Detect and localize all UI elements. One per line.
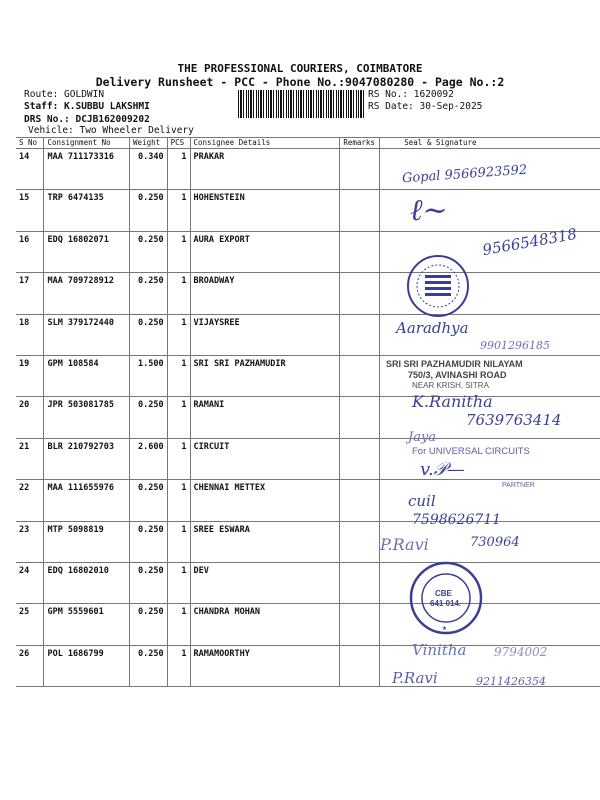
vehicle: Vehicle: Two Wheeler Delivery [28,125,194,136]
consignee-cell: CHENNAI METTEX [190,480,340,521]
barcode [238,90,366,118]
pazhamudir-stamp-line2: 750/3, AVINASHI ROAD [408,370,507,380]
sno-cell: 17 [16,273,44,314]
remarks-cell [340,273,380,314]
consignment-cell: POL 1686799 [44,645,130,686]
sno-cell: 14 [16,149,44,190]
pcs-cell: 1 [167,314,190,355]
pcs-cell: 1 [167,149,190,190]
col-sno: S No [16,138,44,149]
signature-18: Aaradhya [396,319,469,337]
consignee-cell: PRAKAR [190,149,340,190]
table-header [16,138,600,149]
remarks-cell [340,645,380,686]
weight-cell: 0.250 [130,231,168,272]
signature-20: K.Ranitha [412,392,493,411]
remarks-cell [340,521,380,562]
sno-cell: 15 [16,190,44,231]
signature-16-number: 9566548318 [481,224,579,260]
pazhamudir-stamp-line3: NEAR KRISH, SITRA [412,381,489,390]
remarks-cell [340,149,380,190]
runsheet-subtitle: Delivery Runsheet - PCC - Phone No.:9047080280 - Page No.:2 [95,75,505,89]
broadway-seal-icon [398,254,478,318]
weight-cell: 0.250 [130,397,168,438]
remarks-cell [340,480,380,521]
sno-cell: 26 [16,645,44,686]
consignment-cell: MAA 709728912 [44,273,130,314]
pazhamudir-stamp-line1: SRI SRI PAZHAMUDIR NILAYAM [386,359,523,369]
signature-21-scribble: v.𝒫— [420,459,465,480]
pcs-cell: 1 [167,355,190,396]
pcs-cell: 1 [167,521,190,562]
pcs-cell: 1 [167,397,190,438]
pcs-cell: 1 [167,438,190,479]
col-consignee: Consignee Details [190,138,340,149]
table-row [16,438,600,479]
signature-22-number: 7598626711 [412,512,502,528]
remarks-cell [340,355,380,396]
signature-22: cuil [408,492,436,510]
signature-14: Gopal 9566923592 [401,162,528,187]
consignee-cell: AURA EXPORT [190,231,340,272]
remarks-cell [340,190,380,231]
pcs-cell: 1 [167,231,190,272]
consignee-cell: VIJAYSREE [190,314,340,355]
consignee-cell: DEV [190,562,340,603]
staff: Staff: K.SUBBU LAKSHMI [24,101,150,112]
remarks-cell [340,562,380,603]
weight-cell: 0.250 [130,314,168,355]
company-title: THE PROFESSIONAL COURIERS, COIMBATORE [177,62,423,75]
rs-number: RS No.: 1620092 [368,89,454,100]
signature-15-scribble: ℓ~ [410,193,448,228]
col-signature: Seal & Signature [380,138,600,149]
table-row [16,273,600,314]
consignee-cell: RAMAMOORTHY [190,645,340,686]
pcs-cell: 1 [167,604,190,645]
pcs-cell: 1 [167,273,190,314]
consignee-cell: SRI SRI PAZHAMUDIR [190,355,340,396]
drs-number: DRS No.: DCJB162009202 [24,114,150,125]
consignee-cell: SREE ESWARA [190,521,340,562]
sno-cell: 24 [16,562,44,603]
weight-cell: 0.250 [130,273,168,314]
dev-automation-seal-icon [408,560,484,636]
consignee-cell: BROADWAY [190,273,340,314]
sno-cell: 19 [16,355,44,396]
col-pcs: PCS [167,138,190,149]
remarks-cell [340,397,380,438]
pcs-cell: 1 [167,645,190,686]
weight-cell: 0.250 [130,521,168,562]
pcs-cell: 1 [167,562,190,603]
consignment-cell: EDQ 16802010 [44,562,130,603]
signature-26: P.Ravi [392,669,438,687]
col-consignment: Consignment No [44,138,130,149]
svg-text:CBE: CBE [435,589,452,598]
signature-20-number: 7639763414 [466,411,562,429]
weight-cell: 0.250 [130,562,168,603]
consignment-cell: TRP 6474135 [44,190,130,231]
consignment-cell: MAA 711173316 [44,149,130,190]
table-row [16,562,600,603]
weight-cell: 0.340 [130,149,168,190]
sno-cell: 23 [16,521,44,562]
signature-26-number: 9211426354 [476,675,546,688]
consignee-cell: CHANDRA MOHAN [190,604,340,645]
sno-cell: 20 [16,397,44,438]
remarks-cell [340,604,380,645]
universal-partner: PARTNER [502,482,535,489]
sno-cell: 16 [16,231,44,272]
weight-cell: 0.250 [130,480,168,521]
col-remarks: Remarks [340,138,380,149]
consignment-cell: GPM 108584 [44,355,130,396]
remarks-cell [340,438,380,479]
weight-cell: 2.600 [130,438,168,479]
pcs-cell: 1 [167,480,190,521]
weight-cell: 1.500 [130,355,168,396]
universal-stamp: For UNIVERSAL CIRCUITS [412,446,530,457]
svg-text:★: ★ [442,623,447,632]
weight-cell: 0.250 [130,604,168,645]
remarks-cell [340,231,380,272]
route: Route: GOLDWIN [24,89,105,100]
remarks-cell [340,314,380,355]
sno-cell: 21 [16,438,44,479]
consignment-cell: SLM 379172440 [44,314,130,355]
table-row [16,190,600,231]
weight-cell: 0.250 [130,190,168,231]
consignment-cell: MAA 111655976 [44,480,130,521]
weight-cell: 0.250 [130,645,168,686]
signature-18-number: 9901296185 [480,339,550,352]
consignment-cell: GPM 5559601 [44,604,130,645]
consignee-cell: RAMANI [190,397,340,438]
svg-text:641 014.: 641 014. [430,599,462,608]
signature-23-number: 730964 [470,535,520,550]
consignment-cell: MTP 5098819 [44,521,130,562]
sno-cell: 25 [16,604,44,645]
signature-25: Vinitha [412,641,467,659]
consignment-cell: BLR 210792703 [44,438,130,479]
sno-cell: 22 [16,480,44,521]
consignment-cell: EDQ 16802071 [44,231,130,272]
col-weight: Weight [130,138,168,149]
rs-date: RS Date: 30-Sep-2025 [368,101,483,112]
pcs-cell: 1 [167,190,190,231]
consignment-cell: JPR 503081785 [44,397,130,438]
consignee-cell: CIRCUIT [190,438,340,479]
signature-21: Jaya [408,430,437,445]
table-row [16,604,600,645]
consignee-cell: HOHENSTEIN [190,190,340,231]
signature-25-number: 9794002 [494,645,548,659]
signature-23: P.Ravi [380,535,429,554]
sno-cell: 18 [16,314,44,355]
